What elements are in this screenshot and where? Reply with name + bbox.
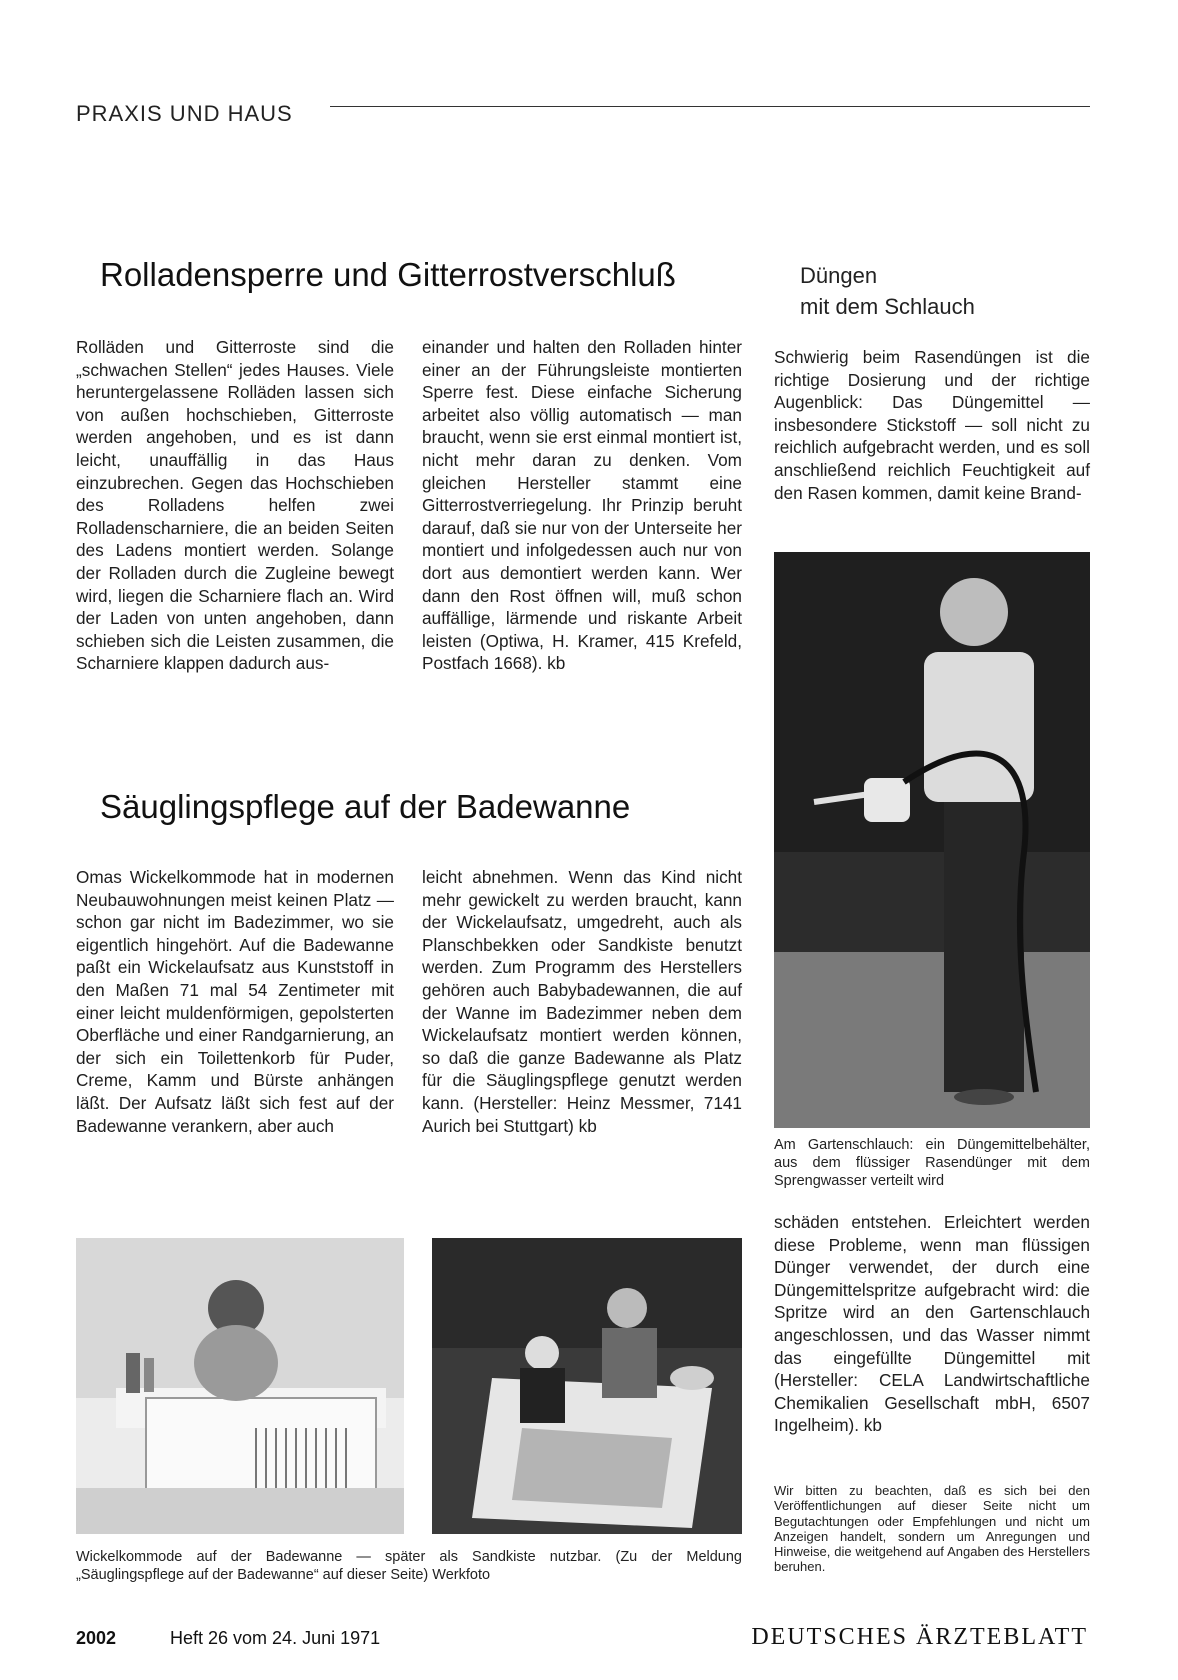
article1-column-1 bbox=[76, 336, 394, 675]
article3-text-part2: schäden entstehen. Erleichtert werden diese Probleme, wenn man flüssigen Dünger verwendet, der durch eine Düngemittelspritze aufgebracht wird: die Spritze wird an den Gartenschlauch angeschlossen, und das Wasser nimmt das eingefüllte Düngemittel mit (Hersteller: CELA Landwirtschaftliche Chemikalien Gesellschaft mbH, 6507 Ingelheim). kb bbox=[774, 1212, 1090, 1436]
magazine-name: DEUTSCHES ÄRZTEBLATT bbox=[751, 1624, 1088, 1650]
article1-col1-text: Rolläden und Gitterroste sind die „schwachen Stellen“ jedes Hauses. Viele heruntergelassene Rolläden lassen sich von außen hochschieben, Gitterroste werden angehoben, und es ist dann leicht, unauffällig in das Haus einzubrechen. Gegen das Hochschieben des Rolladens helfen zwei Rolladenscharniere, die an beiden Seiten des Ladens montiert werden. Solange der Rolladen durch die Zugleine bewegt wird, liegen die Scharniere flach an. Wird der Laden von unten angehoben, dann schieben sich die Leisten zusammen, die Scharniere klappen dadurch aus- bbox=[76, 337, 394, 674]
article2-column-2 bbox=[422, 866, 742, 1137]
article2-column-1 bbox=[76, 866, 394, 1137]
photo-garden-hose bbox=[774, 552, 1090, 1128]
article1-column-2 bbox=[422, 336, 742, 675]
issue-info: Heft 26 vom 24. Juni 1971 bbox=[170, 1628, 381, 1648]
photo-children-sandbox bbox=[432, 1238, 742, 1534]
article1-title: Rolladensperre und Gitterrostverschluß bbox=[100, 256, 676, 293]
article2-col2-text: leicht abnehmen. Wenn das Kind nicht mehr gewickelt zu werden braucht, kann der Wickelaufsatz, umgedreht, auch als Planschbekken oder Sandkiste benutzt werden. Zum Programm des Herstellers gehören auch Babybadewannen, die auf der Wanne im Badezimmer neben dem Wickelaufsatz montiert werden können, so daß die ganze Badewanne als Platz für die Säuglingspflege genutzt werden kann. (Hersteller: Heinz Messmer, 7141 Aurich bei Stuttgart) kb bbox=[422, 867, 742, 1136]
article1-col2-text: einander und halten den Rolladen hinter einer an der Führungsleiste montierten Sperre fest. Diese einfache Sicherung arbeitet also völlig automatisch — man braucht, wenn sie erst einmal montiert ist, nicht mehr daran zu denken. Vom gleichen Hersteller stammt eine Gitterrostverriegelung. Ihr Prinzip beruht darauf, daß sie nur von der Unterseite her montiert und infolgedessen auch nur von dort aus demontiert werden kann. Wer dann den Rost öffnen will, muß schon auffällige, lärmende und riskante Arbeit leisten (Optiwa, H. Kramer, 415 Krefeld, Postfach 1668). kb bbox=[422, 337, 742, 674]
disclaimer-note: Wir bitten zu beachten, daß es sich bei den Veröffentlichungen auf dieser Seite nicht um Begutachtungen oder Empfehlungen und nicht um Anzeigen handelt, sondern um Anregungen und Hinweise, die weitgehend auf Angaben des Herstellers beruhen. bbox=[774, 1483, 1090, 1575]
photo-caption-bath: Wickelkommode auf der Badewanne — später als Sandkiste nutzbar. (Zu der Meldung „Säuglingspflege auf der Badewanne“ auf dieser Seite) Werkfoto bbox=[76, 1549, 742, 1583]
article3-title-line1: Düngen bbox=[800, 263, 878, 288]
article3-title-line2: mit dem Schlauch bbox=[800, 294, 975, 319]
header-rule bbox=[330, 106, 1090, 107]
article2-title: Säuglingspflege auf der Badewanne bbox=[100, 788, 631, 825]
section-header: PRAXIS UND HAUS bbox=[76, 101, 293, 126]
photo-baby-bath bbox=[76, 1238, 404, 1534]
article2-col1-text: Omas Wickelkommode hat in modernen Neubauwohnungen meist keinen Platz — schon gar nicht im Badezimmer, wo sie eigentlich hingehört. Auf die Badewanne paßt ein Wickelaufsatz aus Kunststoff in den Maßen 71 mal 54 Zentimeter mit einer leicht muldenförmigen, gepolsterten Oberfläche und einer Randgarnierung, an der sich ein Toilettenkorb für Puder, Creme, Kamm und Bürste anhängen läßt. Der Aufsatz läßt sich fest auf der Badewanne verankern, aber auch bbox=[76, 867, 394, 1136]
photo-caption-hose: Am Gartenschlauch: ein Düngemittelbehälter, aus dem flüssiger Rasendünger mit dem Sprengwasser verteilt wird bbox=[774, 1137, 1090, 1189]
page-number: 2002 bbox=[76, 1628, 117, 1648]
article3-text-part1: Schwierig beim Rasendüngen ist die richtige Dosierung und der richtige Augenblick: Das Düngemittel — insbesondere Stickstoff — soll nicht zu reichlich aufgebracht werden, und es soll anschließend reichlich Feuchtigkeit auf den Rasen kommen, damit keine Brand- bbox=[774, 347, 1090, 503]
